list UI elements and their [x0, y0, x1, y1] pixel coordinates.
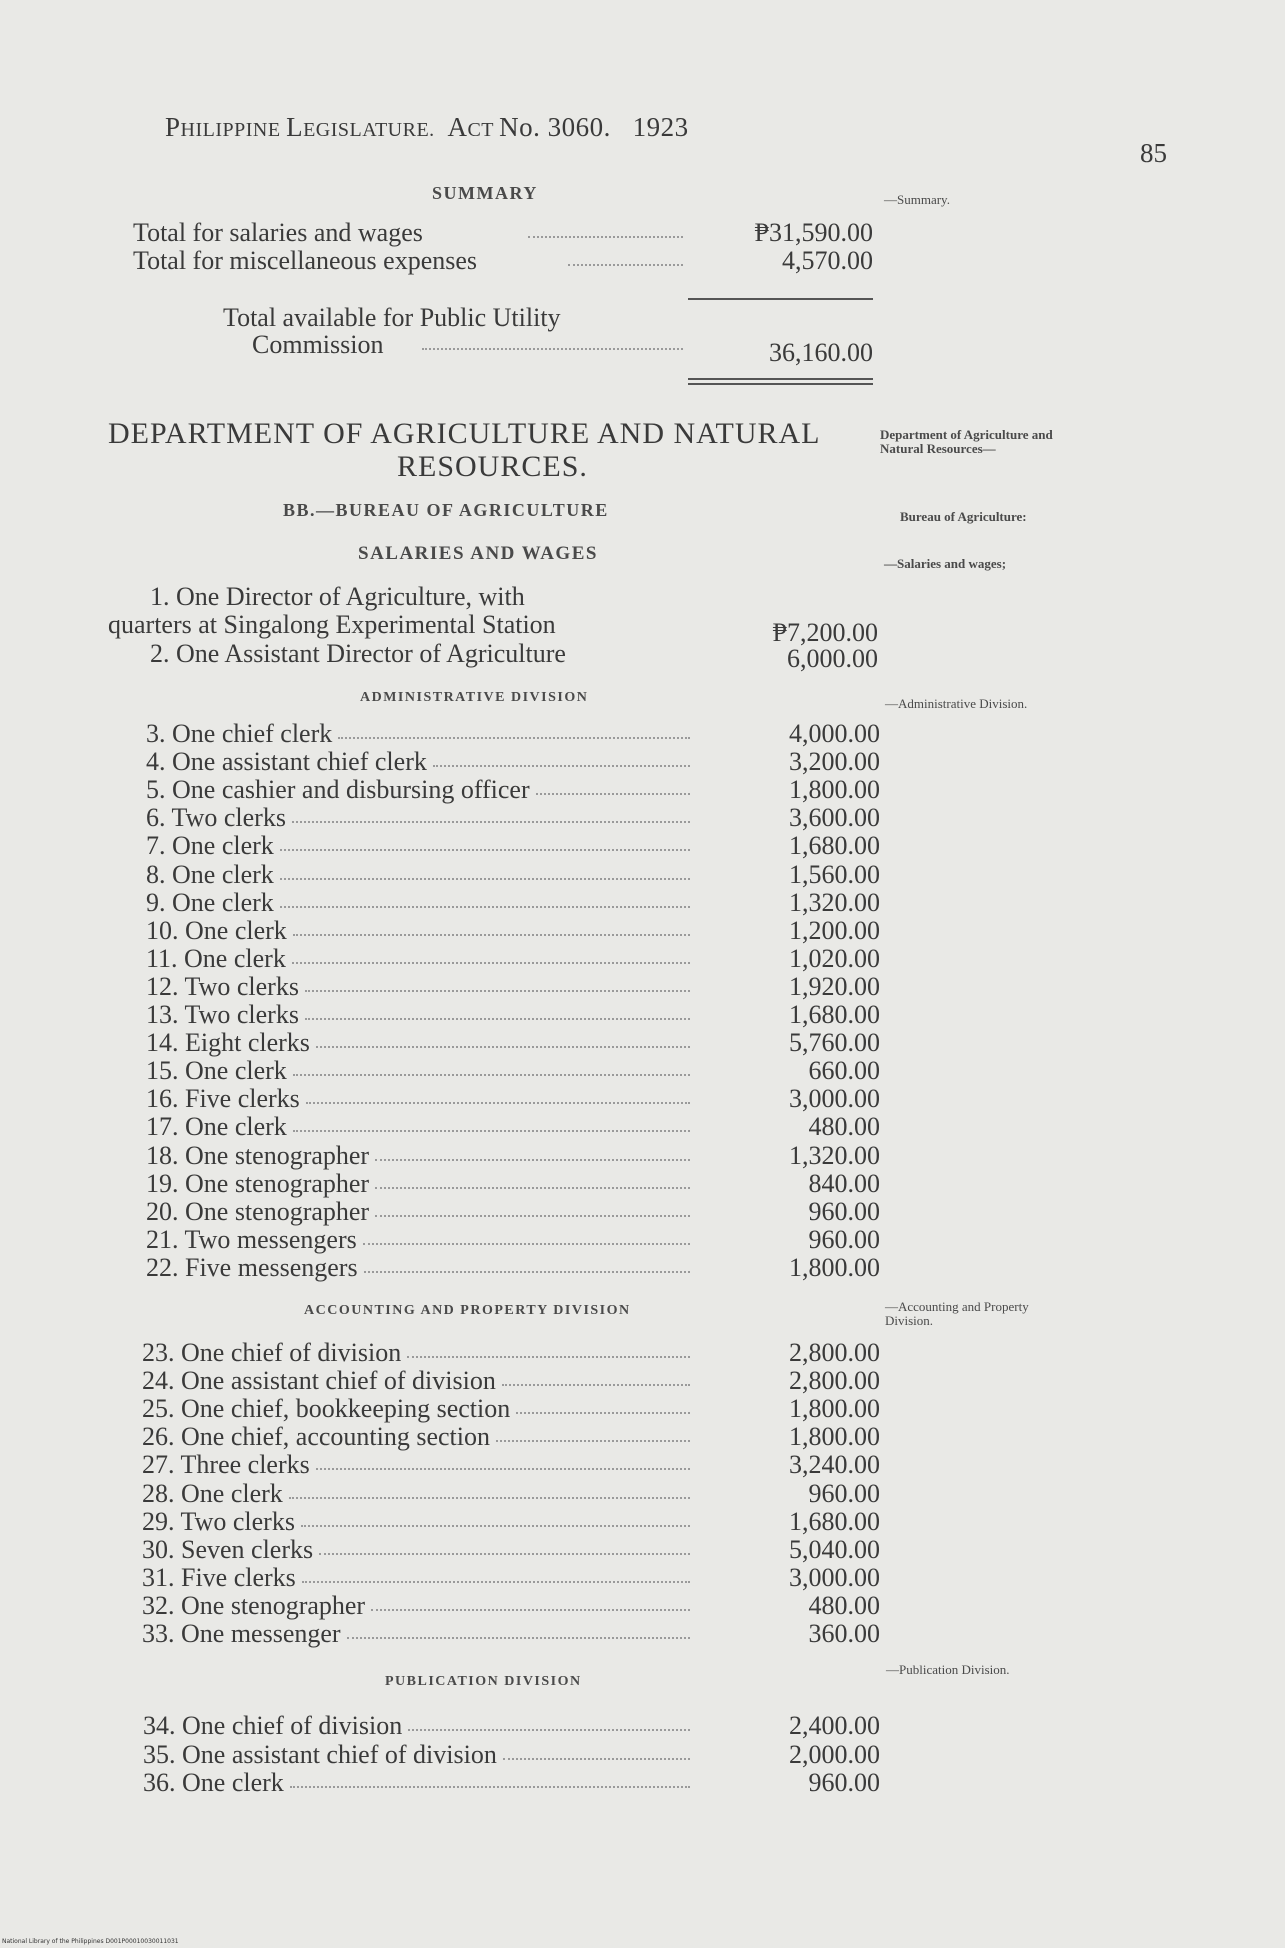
line-item-label: 16. Five clerks — [146, 1084, 300, 1114]
line-item-row — [142, 1507, 880, 1535]
header-letter: A — [447, 112, 468, 142]
bureau-heading: BB.—BUREAU OF AGRICULTURE — [283, 500, 609, 520]
dot-leader — [516, 1412, 690, 1414]
dot-leader — [375, 1215, 690, 1217]
summary-salaries-row — [133, 218, 873, 246]
line-item-label: 21. Two messengers — [146, 1224, 357, 1254]
margin-note-admin: —Administrative Division. — [885, 696, 1028, 711]
line-item-row — [146, 831, 880, 859]
line-item-amount: 3,000.00 — [789, 1084, 880, 1114]
line-item-label: 18. One stenographer — [146, 1140, 370, 1170]
line-item-row — [146, 1197, 880, 1225]
sum-rule — [688, 298, 873, 300]
line-item-row — [142, 1422, 880, 1450]
department-title-line2: RESOURCES. — [397, 450, 588, 483]
line-item-amount: 4,000.00 — [789, 719, 880, 748]
line-item-label: 35. One assistant chief of division — [143, 1739, 497, 1769]
line-item-label: 28. One clerk — [142, 1478, 283, 1508]
dot-leader — [316, 1468, 690, 1470]
item-2-row — [150, 639, 878, 673]
dot-leader — [293, 1130, 690, 1132]
line-item-row — [146, 1000, 880, 1028]
line-item-row — [146, 803, 880, 831]
line-item-label: 10. One clerk — [146, 915, 287, 945]
scan-footer: National Library of the Philippines D001P00010030011031 — [2, 1938, 179, 1945]
dot-leader — [290, 1786, 690, 1788]
line-item-label: 8. One clerk — [146, 859, 274, 889]
item-2-amount: 6,000.00 — [787, 644, 878, 673]
line-item-amount: 960.00 — [808, 1768, 880, 1797]
line-item-amount: 660.00 — [808, 1056, 880, 1086]
dot-leader — [503, 1758, 690, 1760]
line-item-amount: 1,800.00 — [789, 1422, 880, 1452]
dot-leader — [363, 1243, 690, 1245]
line-item-row — [142, 1450, 880, 1478]
dot-leader — [289, 1497, 690, 1499]
margin-note-bureau: Bureau of Agriculture: — [900, 509, 1027, 524]
line-item-row — [142, 1366, 880, 1394]
line-item-amount: 480.00 — [808, 1590, 880, 1620]
line-item-amount: 1,680.00 — [789, 1506, 880, 1536]
dot-leader — [536, 793, 690, 795]
line-item-amount: 3,000.00 — [789, 1562, 880, 1592]
double-rule-bottom — [688, 383, 873, 385]
line-item-label: 5. One cashier and disbursing officer — [146, 775, 530, 805]
line-item-row — [146, 944, 880, 972]
dot-leader — [301, 1525, 690, 1527]
line-item-row — [146, 972, 880, 1000]
line-item-label: 32. One stenographer — [142, 1590, 366, 1620]
line-item-row — [142, 1394, 880, 1422]
summary-total-amount: 36,160.00 — [769, 338, 873, 367]
line-item-row — [146, 1141, 880, 1169]
line-item-amount: 1,320.00 — [789, 1140, 880, 1170]
page-number: 85 — [1140, 138, 1167, 168]
line-item-row — [142, 1338, 880, 1366]
dot-leader — [305, 990, 690, 992]
line-item-row — [143, 1768, 880, 1796]
summary-misc-label: Total for miscellaneous expenses — [133, 246, 478, 275]
summary-total-label-1: Total available for Public Utility — [223, 303, 561, 332]
dot-leader — [292, 821, 690, 823]
line-item-label: 22. Five messengers — [146, 1252, 358, 1282]
line-item-row — [146, 747, 880, 775]
line-item-label: 29. Two clerks — [142, 1506, 295, 1536]
line-item-row — [146, 1253, 880, 1281]
act-number: No. 3060. — [499, 112, 611, 142]
line-item-amount: 1,680.00 — [789, 831, 880, 861]
line-item-amount: 960.00 — [808, 1196, 880, 1226]
line-item-amount: 1,800.00 — [789, 1252, 880, 1282]
line-item-amount: 1,560.00 — [789, 859, 880, 889]
line-item-label: 12. Two clerks — [146, 971, 299, 1001]
line-item-amount: 360.00 — [808, 1619, 880, 1648]
line-item-row — [142, 1619, 880, 1647]
summary-total-label-2: Commission — [252, 330, 384, 359]
header-year: 1923 — [632, 112, 689, 142]
double-rule-top — [688, 378, 873, 380]
accounting-division-heading: ACCOUNTING AND PROPERTY DIVISION — [304, 1303, 631, 1318]
publication-division-heading: PUBLICATION DIVISION — [385, 1674, 582, 1689]
line-item-amount: 2,000.00 — [789, 1739, 880, 1769]
item-1-line1: 1. One Director of Agriculture, with — [150, 582, 525, 611]
line-item-row — [146, 719, 880, 747]
line-item-amount: 2,800.00 — [789, 1366, 880, 1396]
line-item-amount: 1,200.00 — [789, 915, 880, 945]
dot-leader — [528, 236, 683, 238]
line-item-amount: 5,760.00 — [789, 1028, 880, 1058]
line-item-row — [146, 1056, 880, 1084]
line-item-label: 14. Eight clerks — [146, 1028, 310, 1058]
line-item-row — [146, 1112, 880, 1140]
dot-leader — [280, 849, 690, 851]
line-item-amount: 3,240.00 — [789, 1450, 880, 1480]
summary-total-row — [252, 330, 873, 367]
line-item-label: 27. Three clerks — [142, 1450, 310, 1480]
line-item-amount: 1,800.00 — [789, 775, 880, 805]
line-item-label: 13. Two clerks — [146, 1000, 299, 1029]
dot-leader — [302, 1581, 690, 1583]
dot-leader — [305, 1018, 690, 1020]
line-item-row — [146, 1084, 880, 1112]
line-item-amount: 2,400.00 — [789, 1711, 880, 1740]
margin-note-salaries: —Salaries and wages; — [884, 556, 1007, 571]
dot-leader — [280, 906, 690, 908]
line-item-label: 36. One clerk — [143, 1768, 284, 1797]
dot-leader — [347, 1637, 690, 1639]
line-item-label: 17. One clerk — [146, 1112, 287, 1142]
header-text: CT — [467, 119, 500, 141]
line-item-row — [146, 1169, 880, 1197]
dot-leader — [371, 1609, 690, 1611]
line-item-label: 31. Five clerks — [142, 1562, 296, 1592]
line-item-amount: 960.00 — [808, 1224, 880, 1254]
line-item-label: 15. One clerk — [146, 1056, 287, 1086]
line-item-label: 7. One clerk — [146, 831, 274, 861]
dot-leader — [502, 1384, 690, 1386]
header-letter: P — [165, 112, 181, 142]
line-item-row — [142, 1591, 880, 1619]
line-item-label: 3. One chief clerk — [146, 719, 333, 748]
header-letter: L — [286, 112, 304, 142]
dot-leader — [319, 1553, 690, 1555]
dot-leader — [293, 934, 690, 936]
line-item-label: 4. One assistant chief clerk — [146, 747, 427, 777]
line-item-label: 9. One clerk — [146, 887, 274, 917]
salaries-heading: SALARIES AND WAGES — [358, 543, 598, 564]
summary-salaries-amount: ₱31,590.00 — [754, 218, 873, 247]
line-item-amount: 2,800.00 — [789, 1338, 880, 1367]
dot-leader — [407, 1356, 690, 1358]
summary-misc-amount: 4,570.00 — [782, 246, 873, 275]
line-item-row — [143, 1740, 880, 1768]
line-item-amount: 3,600.00 — [789, 803, 880, 833]
dot-leader — [280, 878, 690, 880]
line-item-amount: 960.00 — [808, 1478, 880, 1508]
dot-leader — [338, 737, 690, 739]
department-title-line1: DEPARTMENT OF AGRICULTURE AND NATURAL — [108, 417, 821, 450]
line-item-label: 30. Seven clerks — [142, 1534, 314, 1564]
line-item-label: 34. One chief of division — [143, 1711, 403, 1740]
line-item-label: 6. Two clerks — [146, 803, 286, 833]
running-header — [165, 112, 689, 143]
line-item-label: 11. One clerk — [146, 943, 286, 973]
summary-misc-row — [133, 246, 873, 274]
line-item-amount: 1,020.00 — [789, 943, 880, 973]
line-item-amount: 840.00 — [808, 1168, 880, 1198]
admin-division-heading: ADMINISTRATIVE DIVISION — [360, 690, 589, 705]
item-2-label: 2. One Assistant Director of Agriculture — [150, 639, 566, 668]
header-text: EGISLATURE. — [303, 119, 441, 141]
margin-note-summary: —Summary. — [884, 192, 950, 207]
margin-note-accounting: —Accounting and Property Division. — [885, 1299, 1029, 1328]
dot-leader — [375, 1159, 690, 1161]
line-item-row — [142, 1563, 880, 1591]
line-item-row — [146, 1225, 880, 1253]
line-item-label: 26. One chief, accounting section — [142, 1422, 490, 1452]
line-item-amount: 480.00 — [808, 1112, 880, 1142]
dot-leader — [306, 1102, 690, 1104]
dot-leader — [568, 264, 683, 266]
line-item-row — [143, 1711, 880, 1739]
line-item-row — [146, 888, 880, 916]
dot-leader — [316, 1046, 690, 1048]
item-1-amount: ₱7,200.00 — [772, 618, 878, 647]
line-item-row — [146, 775, 880, 803]
item-1-line2: quarters at Singalong Experimental Station — [108, 610, 556, 639]
line-item-amount: 3,200.00 — [789, 747, 880, 777]
dot-leader — [364, 1271, 690, 1273]
line-item-row — [146, 860, 880, 888]
margin-note-department: Department of Agriculture and Natural Resources— — [880, 427, 1053, 456]
header-text: HILIPPINE — [180, 119, 287, 141]
line-item-amount: 5,040.00 — [789, 1534, 880, 1564]
line-item-row — [142, 1535, 880, 1563]
dot-leader — [293, 1074, 690, 1076]
line-item-amount: 1,320.00 — [789, 887, 880, 917]
line-item-amount: 1,800.00 — [789, 1394, 880, 1424]
summary-heading: SUMMARY — [432, 183, 538, 203]
line-item-row — [146, 916, 880, 944]
dot-leader — [433, 765, 690, 767]
line-item-row — [146, 1028, 880, 1056]
dot-leader — [422, 348, 683, 350]
item-1-row — [108, 610, 878, 647]
line-item-amount: 1,920.00 — [789, 971, 880, 1001]
line-item-amount: 1,680.00 — [789, 1000, 880, 1029]
dot-leader — [408, 1729, 690, 1731]
line-item-label: 23. One chief of division — [142, 1338, 402, 1367]
line-item-label: 20. One stenographer — [146, 1196, 370, 1226]
line-item-label: 33. One messenger — [142, 1619, 341, 1648]
line-item-label: 19. One stenographer — [146, 1168, 370, 1198]
line-item-row — [142, 1479, 880, 1507]
dot-leader — [292, 962, 690, 964]
line-item-label: 25. One chief, bookkeeping section — [142, 1394, 511, 1424]
margin-note-publication: —Publication Division. — [886, 1662, 1010, 1677]
line-item-label: 24. One assistant chief of division — [142, 1366, 496, 1396]
dot-leader — [496, 1440, 690, 1442]
summary-salaries-label: Total for salaries and wages — [133, 218, 423, 247]
dot-leader — [375, 1187, 690, 1189]
